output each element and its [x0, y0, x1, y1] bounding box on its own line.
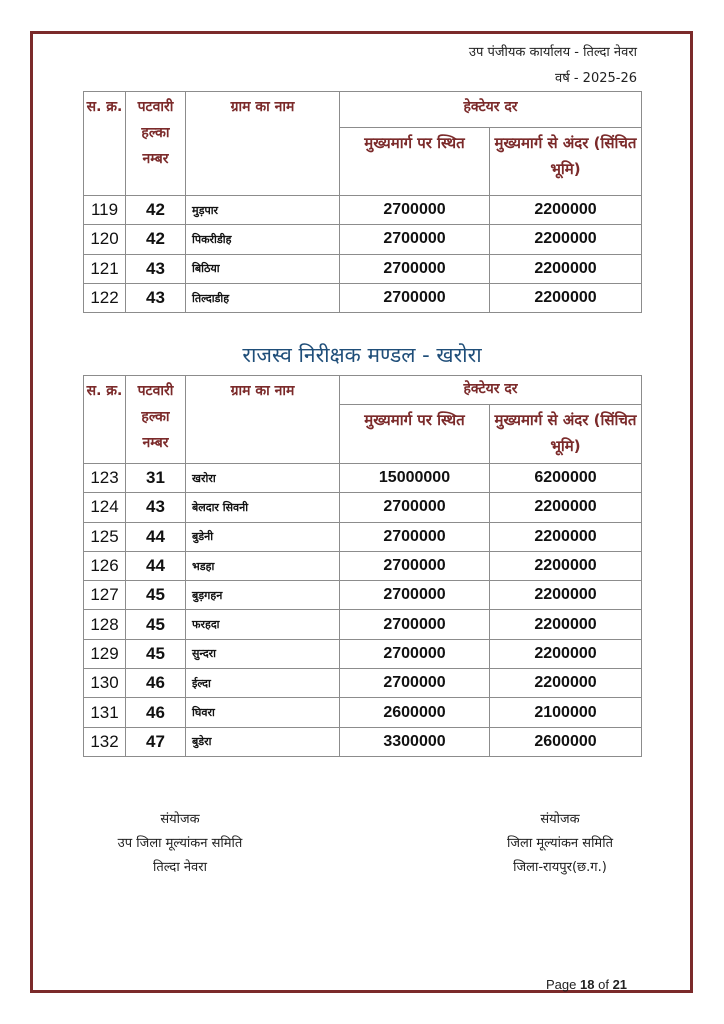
- village-cell: बुडेनी: [186, 522, 340, 551]
- header-rate-group: हेक्टेयर दर: [340, 92, 642, 128]
- serial-cell: 130: [84, 669, 126, 698]
- inside-rate-cell: 2600000: [490, 727, 642, 756]
- main-road-rate-cell: 2700000: [340, 254, 490, 283]
- section-title: राजस्व निरीक्षक मण्डल - खरोरा: [242, 343, 482, 367]
- serial-cell: 131: [84, 698, 126, 727]
- main-road-rate-cell: 2700000: [340, 522, 490, 551]
- inside-rate-cell: 2200000: [490, 254, 642, 283]
- serial-cell: 127: [84, 581, 126, 610]
- main-road-rate-cell: 15000000: [340, 464, 490, 493]
- table-row: [84, 254, 642, 283]
- halka-cell: 31: [126, 464, 186, 493]
- halka-cell: 45: [126, 610, 186, 639]
- serial-cell: 128: [84, 610, 126, 639]
- main-road-rate-cell: 2700000: [340, 669, 490, 698]
- rates-table-1: [83, 91, 642, 313]
- serial-cell: 122: [84, 283, 126, 312]
- of-label: of: [598, 977, 609, 992]
- serial-cell: 119: [84, 196, 126, 225]
- main-road-rate-cell: 2600000: [340, 698, 490, 727]
- inside-rate-cell: 6200000: [490, 464, 642, 493]
- office-title: उप पंजीयक कार्यालय - तिल्दा नेवरा: [468, 45, 637, 60]
- signature-place: तिल्दा नेवरा: [153, 860, 207, 875]
- header-serial: स. क्र.: [84, 92, 126, 196]
- page-total: 21: [612, 977, 628, 992]
- page-label: Page: [546, 977, 577, 992]
- village-cell: भडहा: [186, 551, 340, 580]
- village-cell: घिवरा: [186, 698, 340, 727]
- village-cell: बिठिया: [186, 254, 340, 283]
- village-cell: बुडेरा: [186, 727, 340, 756]
- table-row: [84, 698, 642, 727]
- village-cell: खरोरा: [186, 464, 340, 493]
- main-road-rate-cell: 2700000: [340, 581, 490, 610]
- halka-cell: 44: [126, 551, 186, 580]
- serial-cell: 125: [84, 522, 126, 551]
- village-cell: बेलदार सिवनी: [186, 493, 340, 522]
- table-row: [84, 283, 642, 312]
- village-cell: फरहदा: [186, 610, 340, 639]
- serial-cell: 132: [84, 727, 126, 756]
- header-main-road: मुख्यमार्ग पर स्थित: [340, 128, 490, 196]
- inside-rate-cell: 2200000: [490, 669, 642, 698]
- table-row: [84, 551, 642, 580]
- header-main-road: मुख्यमार्ग पर स्थित: [340, 405, 490, 464]
- halka-cell: 46: [126, 669, 186, 698]
- village-cell: ईल्दा: [186, 669, 340, 698]
- halka-cell: 42: [126, 225, 186, 254]
- main-road-rate-cell: 2700000: [340, 639, 490, 668]
- serial-cell: 129: [84, 639, 126, 668]
- inside-rate-cell: 2200000: [490, 639, 642, 668]
- header-village: ग्राम का नाम: [186, 92, 340, 196]
- village-cell: बुड़गहन: [186, 581, 340, 610]
- signature-place: जिला-रायपुर(छ.ग.): [513, 860, 607, 875]
- table-row: [84, 669, 642, 698]
- serial-cell: 124: [84, 493, 126, 522]
- main-road-rate-cell: 2700000: [340, 225, 490, 254]
- inside-rate-cell: 2200000: [490, 551, 642, 580]
- table-row: [84, 464, 642, 493]
- page-current: 18: [580, 977, 595, 992]
- halka-cell: 47: [126, 727, 186, 756]
- rates-table-2: [83, 375, 642, 757]
- header-patwari: पटवारी हल्का नम्बर: [126, 92, 186, 196]
- main-road-rate-cell: 2700000: [340, 283, 490, 312]
- header-inside: मुख्यमार्ग से अंदर (सिंचित भूमि): [490, 128, 642, 196]
- header-inside: मुख्यमार्ग से अंदर (सिंचित भूमि): [490, 405, 642, 464]
- serial-cell: 126: [84, 551, 126, 580]
- table-row: [84, 610, 642, 639]
- halka-cell: 46: [126, 698, 186, 727]
- inside-rate-cell: 2200000: [490, 196, 642, 225]
- halka-cell: 45: [126, 639, 186, 668]
- halka-cell: 44: [126, 522, 186, 551]
- halka-cell: 43: [126, 493, 186, 522]
- table-row: [84, 639, 642, 668]
- halka-cell: 43: [126, 283, 186, 312]
- inside-rate-cell: 2200000: [490, 522, 642, 551]
- main-road-rate-cell: 2700000: [340, 551, 490, 580]
- inside-rate-cell: 2200000: [490, 283, 642, 312]
- year-label: वर्ष - 2025-26: [554, 71, 637, 86]
- village-cell: सुन्दरा: [186, 639, 340, 668]
- signature-role: संयोजक: [160, 812, 200, 827]
- table-row: [84, 225, 642, 254]
- table-row: [84, 196, 642, 225]
- header-rate-group: हेक्टेयर दर: [340, 376, 642, 405]
- header-village: ग्राम का नाम: [186, 376, 340, 464]
- signature-committee: उप जिला मूल्यांकन समिति: [117, 836, 243, 851]
- main-road-rate-cell: 2700000: [340, 493, 490, 522]
- serial-cell: 123: [84, 464, 126, 493]
- halka-cell: 42: [126, 196, 186, 225]
- table-row: [84, 581, 642, 610]
- main-road-rate-cell: 3300000: [340, 727, 490, 756]
- header-patwari: पटवारी हल्का नम्बर: [126, 376, 186, 464]
- signature-block-right: [460, 808, 660, 880]
- header-serial: स. क्र.: [84, 376, 126, 464]
- village-cell: पिकरीडीह: [186, 225, 340, 254]
- inside-rate-cell: 2100000: [490, 698, 642, 727]
- signature-committee: जिला मूल्यांकन समिति: [507, 836, 613, 851]
- table-row: [84, 727, 642, 756]
- inside-rate-cell: 2200000: [490, 225, 642, 254]
- serial-cell: 121: [84, 254, 126, 283]
- table-row: [84, 493, 642, 522]
- signature-role: संयोजक: [540, 812, 580, 827]
- page-number: [546, 977, 627, 992]
- main-road-rate-cell: 2700000: [340, 610, 490, 639]
- main-road-rate-cell: 2700000: [340, 196, 490, 225]
- signature-block-left: [70, 808, 290, 880]
- halka-cell: 45: [126, 581, 186, 610]
- village-cell: तिल्दाडीह: [186, 283, 340, 312]
- village-cell: मुड़पार: [186, 196, 340, 225]
- serial-cell: 120: [84, 225, 126, 254]
- inside-rate-cell: 2200000: [490, 581, 642, 610]
- inside-rate-cell: 2200000: [490, 610, 642, 639]
- table-row: [84, 522, 642, 551]
- inside-rate-cell: 2200000: [490, 493, 642, 522]
- halka-cell: 43: [126, 254, 186, 283]
